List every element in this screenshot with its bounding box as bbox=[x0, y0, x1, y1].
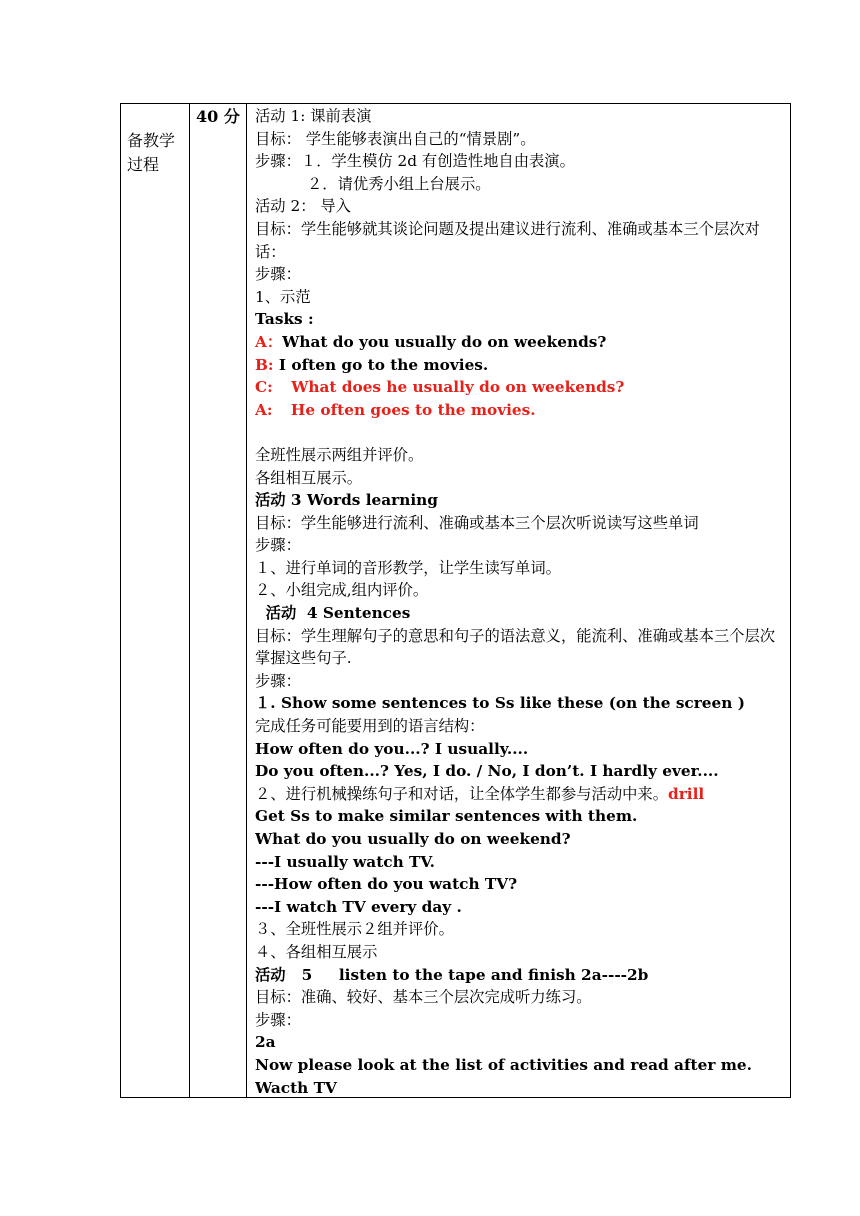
structure-line: How often do you...? I usually.... bbox=[255, 739, 529, 758]
language-structure-label: 完成任务可能要用到的语言结构： bbox=[255, 717, 485, 736]
activity-2-goal: 目标：学生能够就其谈论问题及提出建议进行流利、准确或基本三个层次对话： bbox=[255, 219, 760, 261]
table-row bbox=[121, 104, 791, 1098]
duration-label: 40 分 bbox=[196, 107, 240, 126]
content-cell bbox=[247, 104, 791, 1098]
activity-3-goal: 目标：学生能够进行流利、准确或基本三个层次听说读写这些单词 bbox=[255, 513, 699, 532]
activity-3-heading: 活动 3 Words learning bbox=[255, 491, 438, 510]
activity-5-heading: 活动 5 listen to the tape and finish 2a----2b bbox=[255, 965, 649, 984]
activity-1-heading: 活动 1: 课前表演 bbox=[255, 107, 372, 125]
practice-line: ---I usually watch TV. bbox=[255, 852, 435, 871]
class-show-line: 全班性展示两组并评价。 bbox=[255, 445, 424, 464]
practice-line: ---How often do you watch TV? bbox=[255, 875, 518, 894]
steps-label: 步骤： bbox=[255, 671, 301, 690]
duration-cell bbox=[190, 104, 247, 1098]
activity-1-step-2: ２．请优秀小组上台展示。 bbox=[307, 174, 491, 193]
activity-item: Wacth TV bbox=[255, 1078, 337, 1097]
dialogue-line: A：What do you usually do on weekends? bbox=[255, 332, 607, 351]
structure-line: Do you often...? Yes, I do. / No, I don’t. I hardly ever.... bbox=[255, 762, 719, 781]
dialogue-line: C: What does he usually do on weekends? bbox=[255, 378, 625, 397]
activity-4-step-1: １. Show some sentences to Ss like these (on the screen ) bbox=[255, 694, 745, 713]
dialogue-line: B: I often go to the movies. bbox=[255, 355, 489, 374]
step-2a-label: 2a bbox=[255, 1033, 276, 1052]
activity-4-heading: 活动 4 Sentences bbox=[255, 604, 411, 623]
group-show-line: 各组相互展示。 bbox=[255, 468, 363, 487]
demo-label: 1、示范 bbox=[255, 287, 311, 306]
blank-line bbox=[255, 421, 786, 444]
instruction-line: Now please look at the list of activities and read after me. bbox=[255, 1055, 752, 1074]
drill-tag: drill bbox=[668, 784, 705, 803]
activity-4-step-3: ３、全班性展示２组并评价。 bbox=[255, 920, 454, 939]
dialogue-line: A: He often goes to the movies. bbox=[255, 400, 536, 419]
activity-4-step-2: ２、进行机械操练句子和对话，让全体学生都参与活动中来。drill bbox=[255, 784, 705, 803]
practice-line: ---I watch TV every day . bbox=[255, 897, 462, 916]
section-label: 备教学过程 bbox=[127, 131, 176, 174]
steps-label: 步骤： bbox=[255, 265, 301, 284]
practice-line: Get Ss to make similar sentences with them. bbox=[255, 807, 638, 826]
activity-2-heading: 活动 2： 导入 bbox=[255, 197, 351, 216]
steps-label: 步骤： bbox=[255, 536, 301, 555]
section-cell bbox=[121, 104, 190, 1098]
activity-4-goal: 目标：学生理解句子的意思和句子的语法意义，能流利、准确或基本三个层次掌握这些句子. bbox=[255, 626, 776, 668]
practice-line: What do you usually do on weekend? bbox=[255, 830, 571, 848]
activity-3-step-1: １、进行单词的音形教学，让学生读写单词。 bbox=[255, 558, 561, 577]
activity-5-goal: 目标：准确、较好、基本三个层次完成听力练习。 bbox=[255, 988, 592, 1007]
activity-content bbox=[247, 104, 790, 1097]
activity-3-step-2: ２、小组完成,组内评价。 bbox=[255, 581, 429, 600]
activity-4-step-4: ４、各组相互展示 bbox=[255, 942, 378, 961]
activity-1-step-1: 步骤：１．学生模仿 2d 有创造性地自由表演。 bbox=[255, 152, 575, 171]
activity-1-goal: 目标： 学生能够表演出自己的“情景剧”。 bbox=[255, 129, 536, 148]
lesson-plan-table bbox=[120, 103, 791, 1098]
tasks-label: Tasks : bbox=[255, 310, 314, 329]
steps-label: 步骤： bbox=[255, 1010, 301, 1029]
